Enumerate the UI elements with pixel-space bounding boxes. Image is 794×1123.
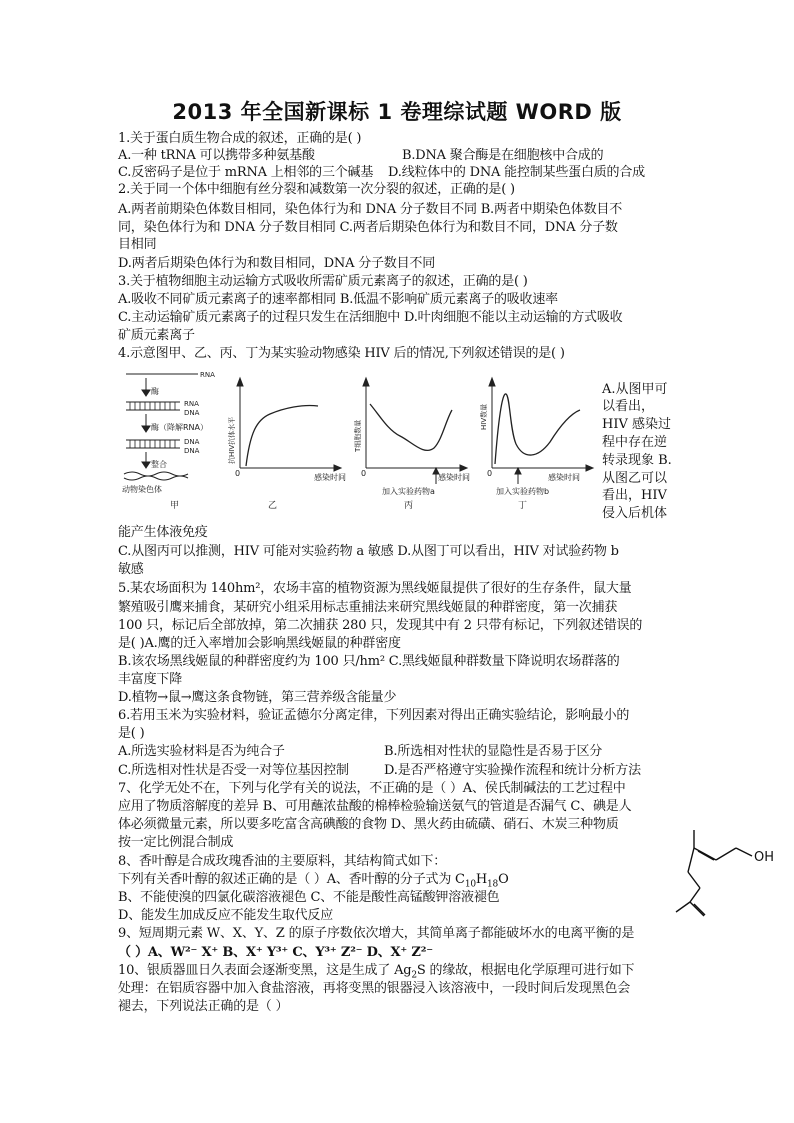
q5-line5: B.该农场黑线姬鼠的种群密度约为 100 只/hm² C.黑线姬鼠种群数量下降说明农场群落的 (118, 654, 620, 669)
jia-rna: RNA (184, 400, 199, 408)
q3-stem: 3.关于植物细胞主动运输方式吸收所需矿质元素离子的叙述，正确的是( ) (118, 274, 528, 289)
q3-line1: A.吸收不同矿质元素离子的速率都相同 B.低温不影响矿质元素离子的吸收速率 (118, 292, 558, 307)
oh-label: OH (754, 850, 775, 865)
jia-caption: 甲 (170, 501, 180, 511)
q9-line2: （ ）A、W²⁻ X⁺ B、X⁺ Y³⁺ C、Y³⁺ Z²⁻ D、X⁺ Z²⁻ (118, 945, 433, 960)
yi-ylabel: 抗HIV抗体水平 (228, 416, 236, 464)
q8-line2 (118, 871, 509, 888)
ding-xlabel: 感染时间 (548, 473, 580, 482)
yi-caption: 乙 (268, 501, 278, 511)
jia-rna-top: RNA (200, 371, 215, 379)
bing-xlabel: 感染时间 (438, 473, 470, 482)
page-title: 2013 年全国新课标 1 卷理综试题 WORD 版 (172, 100, 622, 124)
q4-side-line3: HIV 感染过 (602, 417, 671, 432)
q3-line2: C.主动运输矿质元素离子的过程只发生在活细胞中 D.叶肉细胞不能以主动运输的方式吸收 (118, 310, 623, 325)
q8-line1: 8、香叶醇是合成玫瑰香油的主要原料，其结构简式如下： (118, 854, 447, 869)
jia-enzyme1: 酶 (151, 387, 159, 396)
graph-bing (363, 378, 467, 484)
q5-line7: D.植物→鼠→鹰这条食物链，第三营养级含能量少 (118, 690, 397, 705)
q1-option-b: B.DNA 聚合酶是在细胞核中合成的 (402, 148, 604, 163)
q10-line1-text-b: S 的缘故，根据电化学原理可进行如下 (416, 963, 635, 978)
q5-line6: 丰富度下降 (118, 672, 183, 687)
q6-option-b: B.所选相对性状的显隐性是否易于区分 (384, 744, 603, 759)
q7-line2: 应用了物质溶解度的差异 B、可用蘸浓盐酸的棉棒检验输送氨气的管道是否漏气 C、碘是人 (118, 799, 632, 814)
q4-side-line5: 转录现象 B. (602, 453, 672, 468)
q8-line3: B、不能使溴的四氯化碳溶液褪色 C、不能是酸性高锰酸钾溶液褪色 (118, 890, 500, 905)
q2-line2: 同，染色体行为和 DNA 分子数目相同 C.两者后期染色体行为和数目不同，DNA 分子数 (118, 220, 618, 235)
q2-line3: 目相同 (118, 237, 157, 252)
q4-side-line8: 侵入后机体 (602, 506, 668, 521)
q1-options-row2 (118, 164, 645, 181)
yi-origin: 0 (235, 469, 241, 478)
q9-line1: 9、短周期元素 W、X、Y、Z 的原子序数依次增大，其简单离子都能破坏水的电离平衡的是 (118, 926, 635, 941)
q8-o: O (498, 872, 509, 887)
bing-caption: 丙 (404, 501, 414, 511)
q5-line3: 100 只，标记后全部放掉，第二次捕获 280 只，发现其中有 2 只带有标记，下列叙述错误的 (118, 618, 643, 633)
ding-caption: 丁 (518, 501, 528, 511)
q7-line4: 按一定比例混合制成 (118, 835, 234, 850)
q1-stem: 1.关于蛋白质生物合成的叙述，正确的是( ) (118, 131, 362, 146)
bing-ylabel: T细胞数量 (354, 419, 362, 452)
q6-line1: 6.若用玉米为实验材料，验证孟德尔分离定律，下列因素对得出正确实验结论，影响最小的 (118, 708, 630, 723)
q4-line1: 能产生体液免疫 (118, 525, 208, 540)
q5-line1: 5.某农场面积为 140hm²，农场丰富的植物资源为黑线姬鼠提供了很好的生存条件，鼠大量 (118, 581, 632, 596)
q2-line1: A.两者前期染色体数目相同，染色体行为和 DNA 分子数目不同 B.两者中期染色体数目不 (118, 202, 622, 217)
q6-line2: 是( ) (118, 726, 145, 741)
q4-side-line1: A.从图甲可 (602, 382, 668, 397)
q6-options-row1 (118, 743, 603, 760)
jia-chromosome: 动物染色体 (122, 485, 162, 494)
geraniol-structure (670, 822, 780, 922)
q1-option-c: C.反密码子是位于 mRNA 上相邻的三个碱基 (118, 165, 374, 180)
q2-stem: 2.关于同一个体中细胞有丝分裂和减数第一次分裂的叙述，正确的是( ) (118, 182, 515, 197)
q8-sub-carbon: 10 (464, 879, 476, 890)
q10-line1-text: 10、银质器皿日久表面会逐渐变黑，这是生成了 Ag (118, 963, 412, 978)
q4-stem: 4.示意图甲、乙、丙、丁为某实验动物感染 HIV 后的情况,下列叙述错误的是( ) (118, 346, 565, 361)
q1-options-row1 (118, 147, 604, 164)
q5-line2: 繁殖吸引鹰来捕食，某研究小组采用标志重捕法来研究黑线姬鼠的种群密度，第一次捕获 (118, 600, 618, 615)
q8-h: H (475, 872, 488, 887)
jia-dna2b: DNA (184, 447, 200, 455)
ding-ylabel: HIV数量 (480, 403, 488, 430)
q5-line4: 是( )A.鹰的迁入率增加会影响黑线姬鼠的种群密度 (118, 636, 401, 651)
q10-line2: 处理：在铝质容器中加入食盐溶液，再将变黑的银器浸入该溶液中，一段时间后发现黑色会 (118, 981, 631, 996)
q4-line2: C.从图丙可以推测，HIV 可能对实验药物 a 敏感 D.从图丁可以看出，HIV 对试验药物 b (118, 544, 619, 559)
bing-origin: 0 (361, 469, 367, 478)
q4-side-line6: 从图乙可以 (602, 471, 668, 486)
jia-enzyme2: 酶（降解RNA） (151, 423, 209, 432)
ding-origin: 0 (487, 469, 493, 478)
bing-drug: 加入实验药物a (382, 487, 435, 496)
graph-yi (237, 378, 341, 471)
q1-option-d: D.线粒体中的 DNA 能控制某些蛋白质的合成 (388, 165, 645, 180)
q10-sub-ag: 2 (411, 970, 417, 981)
q6-options-row2 (118, 762, 641, 779)
jia-dna2a: DNA (184, 438, 200, 446)
q6-option-d: D.是否严格遵守实验操作流程和统计分析方法 (384, 763, 641, 778)
q7-line1: 7、化学无处不在，下列与化学有关的说法，不正确的是（ ）A、侯氏制碱法的工艺过程中 (118, 781, 626, 796)
q8-line4: D、能发生加成反应不能发生取代反应 (118, 908, 334, 923)
q7-line3: 体必须微量元素，所以要多吃富含高碘酸的食物 D、黑火药由硫磺、硝石、木炭三种物质 (118, 817, 619, 832)
graph-ding (489, 378, 593, 484)
q1-option-a: A.一种 tRNA 可以携带多种氨基酸 (118, 148, 315, 163)
q10-line1 (118, 962, 634, 979)
q6-option-a: A.所选实验材料是否为纯合子 (118, 744, 285, 759)
ding-drug: 加入实验药物b (496, 487, 550, 496)
q6-option-c: C.所选相对性状是否受一对等位基因控制 (118, 763, 349, 778)
q8-line2-text: 下列有关香叶醇的叙述正确的是（ ）A、香叶醇的分子式为 C (118, 872, 465, 887)
q8-sub-hydrogen: 18 (487, 879, 499, 890)
q2-line4: D.两者后期染色体行为和数目相同，DNA 分子数目不同 (118, 256, 436, 271)
hiv-figure (118, 364, 596, 520)
q4-line3: 敏感 (118, 562, 144, 577)
q10-line3: 褪去，下列说法正确的是（ ） (118, 999, 289, 1014)
jia-integrate: 整合 (151, 460, 167, 469)
q4-side-line2: 以看出， (602, 399, 655, 414)
q4-side-line4: 程中存在逆 (602, 435, 668, 450)
yi-xlabel: 感染时间 (314, 473, 346, 482)
jia-dna: DNA (184, 409, 200, 417)
q4-side-line7: 看出，HIV (602, 488, 667, 503)
q3-line3: 矿质元素离子 (118, 328, 195, 343)
